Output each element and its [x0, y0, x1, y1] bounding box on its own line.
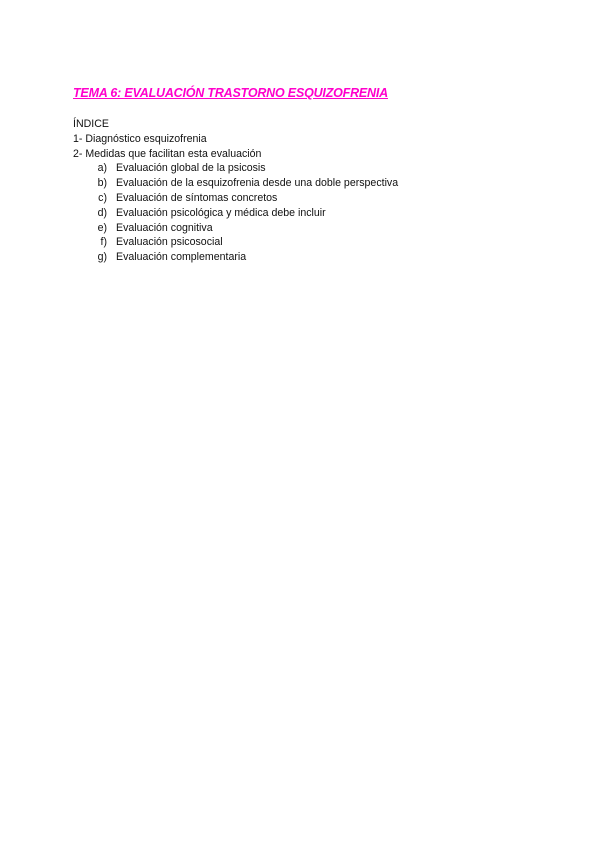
- sublist-text: Evaluación complementaria: [116, 251, 247, 264]
- sublist-letter: f): [100, 236, 107, 249]
- sublist-item: [73, 191, 398, 206]
- sublist-text: Evaluación psicosocial: [116, 236, 223, 249]
- sublist-item: [73, 176, 398, 191]
- sublist-text: Evaluación de síntomas concretos: [116, 191, 278, 204]
- index-item-2: 2- Medidas que facilitan esta evaluación: [73, 147, 262, 160]
- sublist-item: [73, 221, 398, 236]
- sublist-letter: g): [97, 251, 107, 264]
- sublist-text: Evaluación cognitiva: [116, 221, 213, 234]
- index-heading: ÍNDICE: [73, 118, 109, 130]
- sublist-item: [73, 206, 398, 221]
- sublist-item: [73, 235, 398, 250]
- document-title: TEMA 6: EVALUACIÓN TRASTORNO ESQUIZOFRENIA: [73, 86, 388, 100]
- sublist-letter: a): [97, 162, 107, 175]
- sublist-text: Evaluación psicológica y médica debe incluir: [116, 206, 326, 219]
- sublist-letter: d): [97, 206, 107, 219]
- table-of-contents: [73, 117, 398, 265]
- sublist-text: Evaluación de la esquizofrenia desde una doble perspectiva: [116, 177, 399, 190]
- index-sublist: [73, 161, 398, 265]
- sublist-item: [73, 250, 398, 265]
- index-item-1: 1- Diagnóstico esquizofrenia: [73, 132, 207, 145]
- sublist-letter: b): [97, 177, 107, 190]
- sublist-item: [73, 161, 398, 176]
- sublist-text: Evaluación global de la psicosis: [116, 162, 266, 175]
- sublist-letter: e): [97, 221, 107, 234]
- sublist-letter: c): [98, 191, 107, 204]
